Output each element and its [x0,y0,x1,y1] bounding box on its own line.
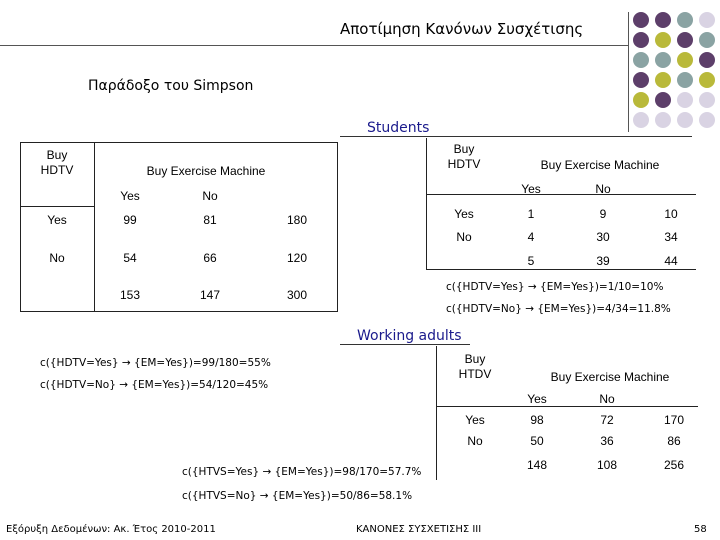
decor-dot [633,52,649,68]
cell-value: 30 [596,230,610,244]
cell-value: 147 [199,288,221,302]
students-label: Students [367,120,430,136]
cell-total: 44 [664,254,678,268]
cell-value: 72 [600,413,614,427]
col-label-yes: Yes [120,189,140,203]
cell-value: 54 [123,251,137,265]
cell-value: 98 [530,413,544,427]
decor-dot [633,32,649,48]
combined-note-1: c({HDTV=Yes} → {EM=Yes})=99/180=55% [40,357,271,369]
cell-total: 170 [663,413,685,427]
row-label: No [456,230,472,244]
working-label: Working adults [357,328,462,344]
footer-course: Εξόρυξη Δεδομένων: Ακ. Έτος 2010-2011 [6,524,216,535]
working-divider [340,344,470,345]
col-label-no: No [595,182,611,196]
cell-value: 148 [526,458,548,472]
decor-dot [633,12,649,28]
page-number: 58 [694,524,707,535]
row-label: No [467,434,483,448]
students-note-1: c({HDTV=Yes} → {EM=Yes})=1/10=10% [446,281,664,293]
students-table [426,138,696,270]
cell-total: 86 [667,434,681,448]
decor-dot [633,92,649,108]
decor-dot [633,72,649,88]
col-header: Buy Exercise Machine [540,158,660,172]
cell-total: 300 [286,288,308,302]
row-header: Buy HDTV [40,148,74,177]
row-label: Yes [454,207,474,221]
decor-dot [655,52,671,68]
decor-dot [655,12,671,28]
cell-total: 120 [286,251,308,265]
col-header: Buy Exercise Machine [550,370,670,384]
decor-dot [655,112,671,128]
table-divider [426,194,696,195]
decor-dot [699,112,715,128]
table-border-right [337,142,338,312]
decor-dot [677,32,693,48]
decor-dot [655,72,671,88]
col-label-yes: Yes [527,392,547,406]
table-divider [436,406,698,407]
combined-table [20,142,338,312]
cell-value: 39 [596,254,610,268]
decor-dot [699,32,715,48]
cell-total: 34 [664,230,678,244]
cell-value: 99 [123,213,137,227]
decor-dot [699,92,715,108]
cell-value: 50 [530,434,544,448]
combined-note-2: c({HDTV=No} → {EM=Yes})=54/120=45% [40,379,269,391]
cell-value: 153 [119,288,141,302]
decor-vertical-line [628,12,629,132]
table-border-bottom [426,269,696,270]
slide-title: Αποτίμηση Κανόνων Συσχέτισης [340,20,584,38]
table-border-bottom [20,311,338,312]
cell-total: 256 [663,458,685,472]
students-divider [340,136,692,137]
table-border-top [20,142,338,143]
cell-value: 108 [596,458,618,472]
cell-value: 81 [203,213,217,227]
cell-value: 36 [600,434,614,448]
cell-value: 4 [527,230,535,244]
table-divider [20,206,94,207]
decor-dot [633,112,649,128]
row-label: No [49,251,65,265]
decor-dot [677,52,693,68]
col-header: Buy Exercise Machine [146,164,266,178]
decor-dot [655,92,671,108]
decor-dot-grid [633,12,717,136]
row-header: Buy HTDV [458,352,492,381]
decor-dot [677,12,693,28]
decor-dot [677,72,693,88]
cell-total: 10 [664,207,678,221]
decor-dot [699,72,715,88]
footer-topic: ΚΑΝΟΝΕΣ ΣΥΣΧΕΤΙΣΗΣ ΙΙΙ [356,524,482,535]
students-note-2: c({HDTV=No} → {EM=Yes})=4/34=11.8% [446,303,671,315]
working-note-1: c({HTVS=Yes} → {EM=Yes})=98/170=57.7% [182,466,422,478]
cell-value: 1 [527,207,535,221]
decor-dot [699,12,715,28]
row-label: Yes [47,213,67,227]
col-label-no: No [599,392,615,406]
col-label-no: No [202,189,218,203]
cell-value: 5 [527,254,535,268]
row-header: Buy HDTV [447,142,481,171]
cell-value: 9 [599,207,607,221]
slide-subtitle: Παράδοξο του Simpson [88,78,254,94]
table-divider [94,142,95,312]
decor-dot [699,52,715,68]
decor-dot [677,92,693,108]
row-label: Yes [465,413,485,427]
cell-value: 66 [203,251,217,265]
decor-dot [655,32,671,48]
working-note-2: c({HTVS=No} → {EM=Yes})=50/86=58.1% [182,490,413,502]
working-table [436,346,698,480]
title-rule [0,45,628,46]
col-label-yes: Yes [521,182,541,196]
cell-total: 180 [286,213,308,227]
decor-dot [677,112,693,128]
